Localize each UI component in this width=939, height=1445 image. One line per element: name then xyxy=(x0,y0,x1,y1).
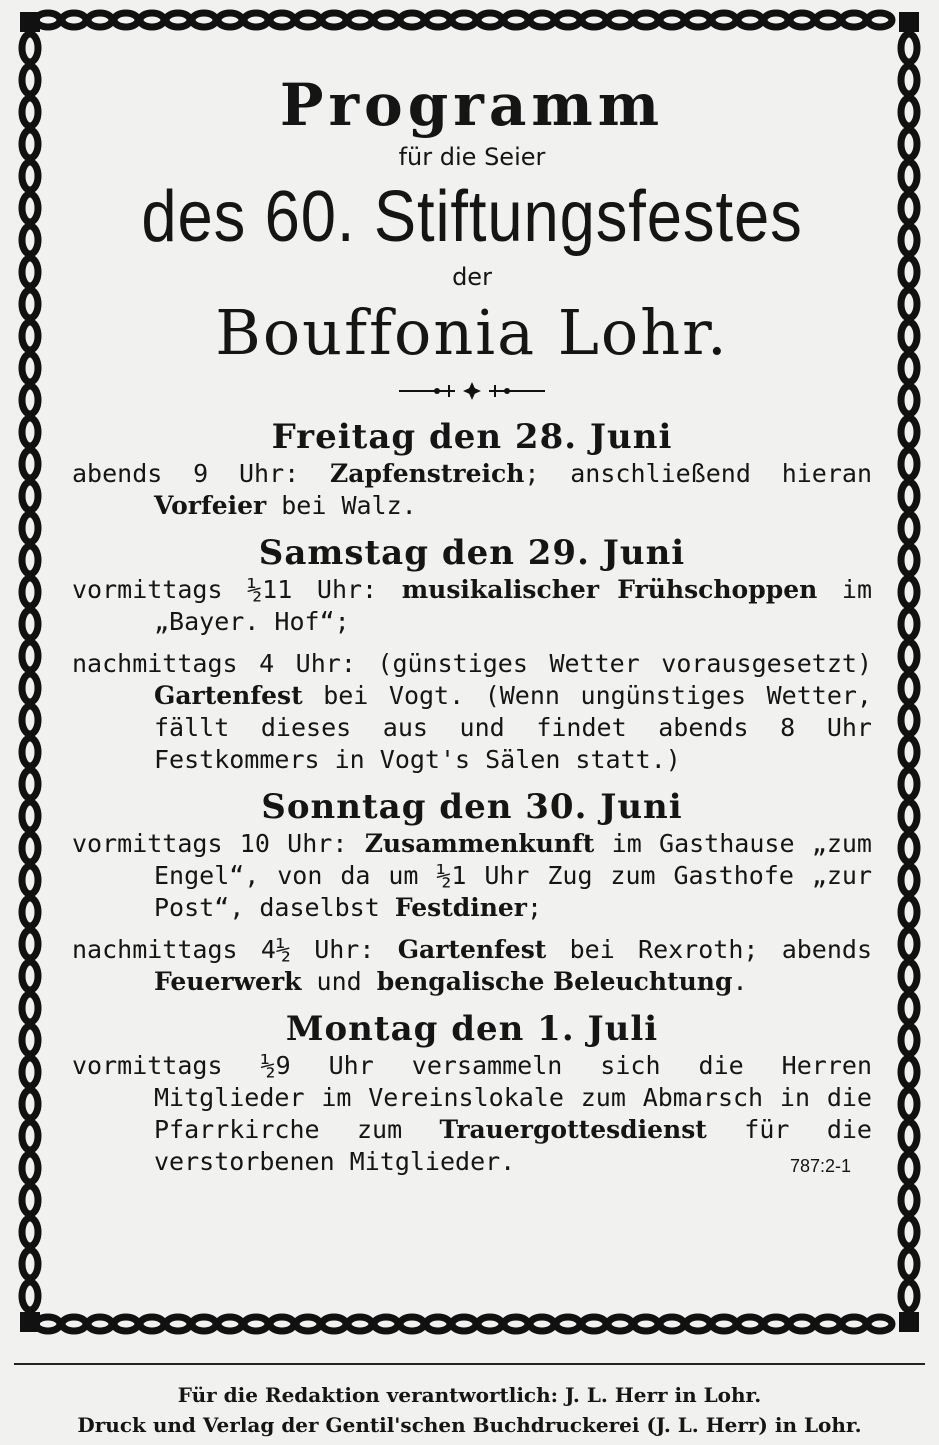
border-link xyxy=(842,1317,866,1331)
entry-text: vormittags ½9 Uhr versammeln sich die Herren Mitglieder im Vereinslokale zum Abmarsch in die Pfarrkirche zum xyxy=(72,1051,872,1144)
highlighted-event: Zapfenstreich xyxy=(330,459,525,488)
border-link xyxy=(114,13,138,27)
border-link xyxy=(400,13,424,27)
border-link xyxy=(322,13,346,27)
entry-text: vormittags 10 Uhr: xyxy=(72,829,365,858)
border-link xyxy=(901,930,917,958)
border-link xyxy=(901,1154,917,1182)
day-heading: Montag den 1. Juli xyxy=(285,1009,659,1049)
border-link xyxy=(348,1317,372,1331)
border-link xyxy=(901,34,917,62)
border-link xyxy=(478,1317,502,1331)
border-corner xyxy=(20,1312,40,1332)
highlighted-event: Vorfeier xyxy=(154,491,267,520)
border-link xyxy=(712,13,736,27)
border-link xyxy=(22,130,38,158)
border-link xyxy=(660,1317,684,1331)
highlighted-event: Zusammenkunft xyxy=(364,829,595,858)
border-link xyxy=(22,66,38,94)
entry-text: im „Bayer. Hof“; xyxy=(154,575,872,636)
border-link xyxy=(901,706,917,734)
border-link xyxy=(218,1317,242,1331)
border-link xyxy=(22,546,38,574)
border-link xyxy=(22,34,38,62)
border-link xyxy=(22,386,38,414)
border-link xyxy=(582,1317,606,1331)
border-link xyxy=(816,13,840,27)
footer-rule xyxy=(14,1363,925,1365)
border-link xyxy=(901,994,917,1022)
border-link xyxy=(296,13,320,27)
program-entry: vormittags ½9 Uhr versammeln sich die Herren Mitglieder im Vereinslokale zum Abmarsch in die Pfarrkirche zum Trauergottesdienst für die verstorbenen Mitglieder. 787:2-1 xyxy=(72,1051,872,1176)
border-corner xyxy=(20,12,40,32)
border-link xyxy=(901,738,917,766)
border-link xyxy=(901,66,917,94)
border-link xyxy=(901,642,917,670)
border-link xyxy=(22,258,38,286)
event-title: des 60. Stiftungsfestes xyxy=(141,177,803,257)
border-corner xyxy=(899,1312,919,1332)
border-link xyxy=(452,1317,476,1331)
border-link xyxy=(22,1250,38,1278)
border-link xyxy=(22,930,38,958)
border-link xyxy=(868,1317,892,1331)
border-link xyxy=(22,578,38,606)
border-link xyxy=(842,13,866,27)
border-link xyxy=(22,1282,38,1310)
border-link xyxy=(712,1317,736,1331)
border-link xyxy=(634,13,658,27)
border-link xyxy=(270,1317,294,1331)
border-link xyxy=(348,13,372,27)
program-entry xyxy=(72,934,872,998)
border-link xyxy=(22,194,38,222)
border-link xyxy=(192,1317,216,1331)
club-name: Bouffonia Lohr. xyxy=(215,296,729,369)
day-section xyxy=(72,416,872,532)
entry-text: bei Vogt. (Wenn ungünstiges Wetter, fällt dieses aus und findet abends 8 Uhr Festkommers in Vogt's Sälen statt.) xyxy=(154,681,872,774)
border-link xyxy=(244,1317,268,1331)
border-link xyxy=(901,1090,917,1118)
border-link xyxy=(114,1317,138,1331)
border-link xyxy=(608,13,632,27)
border-link xyxy=(22,226,38,254)
border-link xyxy=(901,1186,917,1214)
border-link xyxy=(556,13,580,27)
border-link xyxy=(296,1317,320,1331)
border-link xyxy=(901,354,917,382)
border-link xyxy=(901,226,917,254)
border-link xyxy=(530,13,554,27)
border-link xyxy=(901,834,917,862)
border-link xyxy=(270,13,294,27)
day-section xyxy=(72,1008,872,1188)
highlighted-event: bengalische Beleuchtung xyxy=(376,967,733,996)
border-link xyxy=(901,194,917,222)
border-link xyxy=(901,322,917,350)
border-link xyxy=(22,962,38,990)
entry-text: und xyxy=(301,967,377,996)
border-link xyxy=(140,13,164,27)
border-link xyxy=(901,514,917,542)
border-link xyxy=(634,1317,658,1331)
border-link xyxy=(790,13,814,27)
border-link xyxy=(374,1317,398,1331)
border-corner xyxy=(899,12,919,32)
entry-text: vormittags ½11 Uhr: xyxy=(72,575,402,604)
border-link xyxy=(22,834,38,862)
entry-text: für die verstorbenen Mitglieder. xyxy=(154,1115,872,1176)
highlighted-event: Feuerwerk xyxy=(154,967,302,996)
border-link xyxy=(901,674,917,702)
border-link xyxy=(322,1317,346,1331)
border-link xyxy=(901,258,917,286)
program-content xyxy=(72,52,872,1292)
article-line: der xyxy=(452,263,492,291)
border-link xyxy=(901,418,917,446)
border-link xyxy=(140,1317,164,1331)
border-link xyxy=(901,1122,917,1150)
border-link xyxy=(22,1058,38,1086)
entry-text: ; xyxy=(526,893,543,922)
border-link xyxy=(22,450,38,478)
border-link xyxy=(901,962,917,990)
ornament-divider xyxy=(72,380,872,402)
border-link xyxy=(901,802,917,830)
border-link xyxy=(22,674,38,702)
border-link xyxy=(22,1218,38,1246)
entry-text: bei Walz. xyxy=(266,491,417,520)
border-link xyxy=(426,13,450,27)
border-link xyxy=(22,162,38,190)
border-link xyxy=(22,290,38,318)
border-link xyxy=(22,1154,38,1182)
entry-text: abends 9 Uhr: xyxy=(72,459,331,488)
border-link xyxy=(504,13,528,27)
border-link xyxy=(478,13,502,27)
border-link xyxy=(901,1282,917,1310)
border-link xyxy=(88,1317,112,1331)
border-link xyxy=(738,1317,762,1331)
day-section xyxy=(72,786,872,1008)
entry-text: im Gasthause „zum Engel“, von da um ½1 Uhr Zug zum Gasthofe „zur Post“, daselbst xyxy=(154,829,872,922)
highlighted-event: Trauergottesdienst xyxy=(439,1115,707,1144)
border-link xyxy=(901,1250,917,1278)
day-section xyxy=(72,532,872,786)
border-link xyxy=(22,98,38,126)
border-link xyxy=(608,1317,632,1331)
border-link xyxy=(22,1186,38,1214)
program-entry xyxy=(72,648,872,776)
border-link xyxy=(901,546,917,574)
entry-text: ; anschließend hieran xyxy=(524,459,872,488)
border-link xyxy=(901,130,917,158)
border-link xyxy=(374,13,398,27)
program-title: Programm xyxy=(279,71,665,139)
day-heading: Freitag den 28. Juni xyxy=(271,417,673,457)
entry-text: nachmittags 4½ Uhr: xyxy=(72,935,398,964)
entry-text: bei Rexroth; abends xyxy=(546,935,873,964)
border-link xyxy=(738,13,762,27)
border-link xyxy=(244,13,268,27)
border-link xyxy=(22,642,38,670)
imprint-printer: Druck und Verlag der Gentil'schen Buchdruckerei (J. L. Herr) in Lohr. xyxy=(77,1413,862,1437)
border-link xyxy=(452,13,476,27)
border-link xyxy=(22,610,38,638)
border-link xyxy=(22,1090,38,1118)
highlighted-event: Gartenfest xyxy=(154,681,303,710)
border-link xyxy=(660,13,684,27)
border-link xyxy=(22,354,38,382)
border-link xyxy=(901,610,917,638)
border-link xyxy=(790,1317,814,1331)
border-link xyxy=(22,514,38,542)
border-link xyxy=(88,13,112,27)
border-link xyxy=(901,162,917,190)
border-link xyxy=(22,1122,38,1150)
border-link xyxy=(901,386,917,414)
border-link xyxy=(504,1317,528,1331)
border-link xyxy=(901,450,917,478)
border-link xyxy=(530,1317,554,1331)
border-link xyxy=(22,706,38,734)
highlighted-event: Festdiner xyxy=(394,893,527,922)
border-link xyxy=(22,738,38,766)
highlighted-event: Gartenfest xyxy=(397,935,547,964)
border-link xyxy=(22,994,38,1022)
border-link xyxy=(22,802,38,830)
border-link xyxy=(686,13,710,27)
border-link xyxy=(166,13,190,27)
border-link xyxy=(901,578,917,606)
program-entry xyxy=(72,574,872,638)
subtitle-line: für die Seier xyxy=(398,143,546,171)
border-link xyxy=(22,770,38,798)
border-link xyxy=(901,1026,917,1054)
border-link xyxy=(22,482,38,510)
border-link xyxy=(22,866,38,894)
border-link xyxy=(764,1317,788,1331)
border-link xyxy=(901,290,917,318)
entry-text: . xyxy=(732,967,748,996)
border-link xyxy=(62,1317,86,1331)
border-link xyxy=(582,13,606,27)
border-link xyxy=(764,13,788,27)
border-link xyxy=(901,770,917,798)
program-entry xyxy=(72,828,872,924)
border-link xyxy=(686,1317,710,1331)
day-heading: Samstag den 29. Juni xyxy=(258,533,686,573)
program-entry xyxy=(72,458,872,522)
border-link xyxy=(22,322,38,350)
day-heading: Sonntag den 30. Juni xyxy=(261,787,683,827)
border-link xyxy=(426,1317,450,1331)
border-link xyxy=(816,1317,840,1331)
border-link xyxy=(901,1058,917,1086)
program-days xyxy=(72,416,872,1188)
border-link xyxy=(22,898,38,926)
border-link xyxy=(22,418,38,446)
border-link xyxy=(901,866,917,894)
border-link xyxy=(218,13,242,27)
border-link xyxy=(868,13,892,27)
border-link xyxy=(901,1218,917,1246)
border-link xyxy=(901,482,917,510)
border-link xyxy=(166,1317,190,1331)
border-link xyxy=(901,98,917,126)
border-link xyxy=(192,13,216,27)
border-link xyxy=(400,1317,424,1331)
imprint xyxy=(0,1380,939,1440)
border-link xyxy=(901,898,917,926)
highlighted-event: musikalischer Frühschoppen xyxy=(401,575,818,604)
entry-text: nachmittags 4 Uhr: (günstiges Wetter vorausgesetzt) xyxy=(72,649,872,678)
border-link xyxy=(62,13,86,27)
imprint-editor: Für die Redaktion verantwortlich: J. L. Herr in Lohr. xyxy=(177,1383,762,1407)
border-link xyxy=(556,1317,580,1331)
border-link xyxy=(22,1026,38,1054)
